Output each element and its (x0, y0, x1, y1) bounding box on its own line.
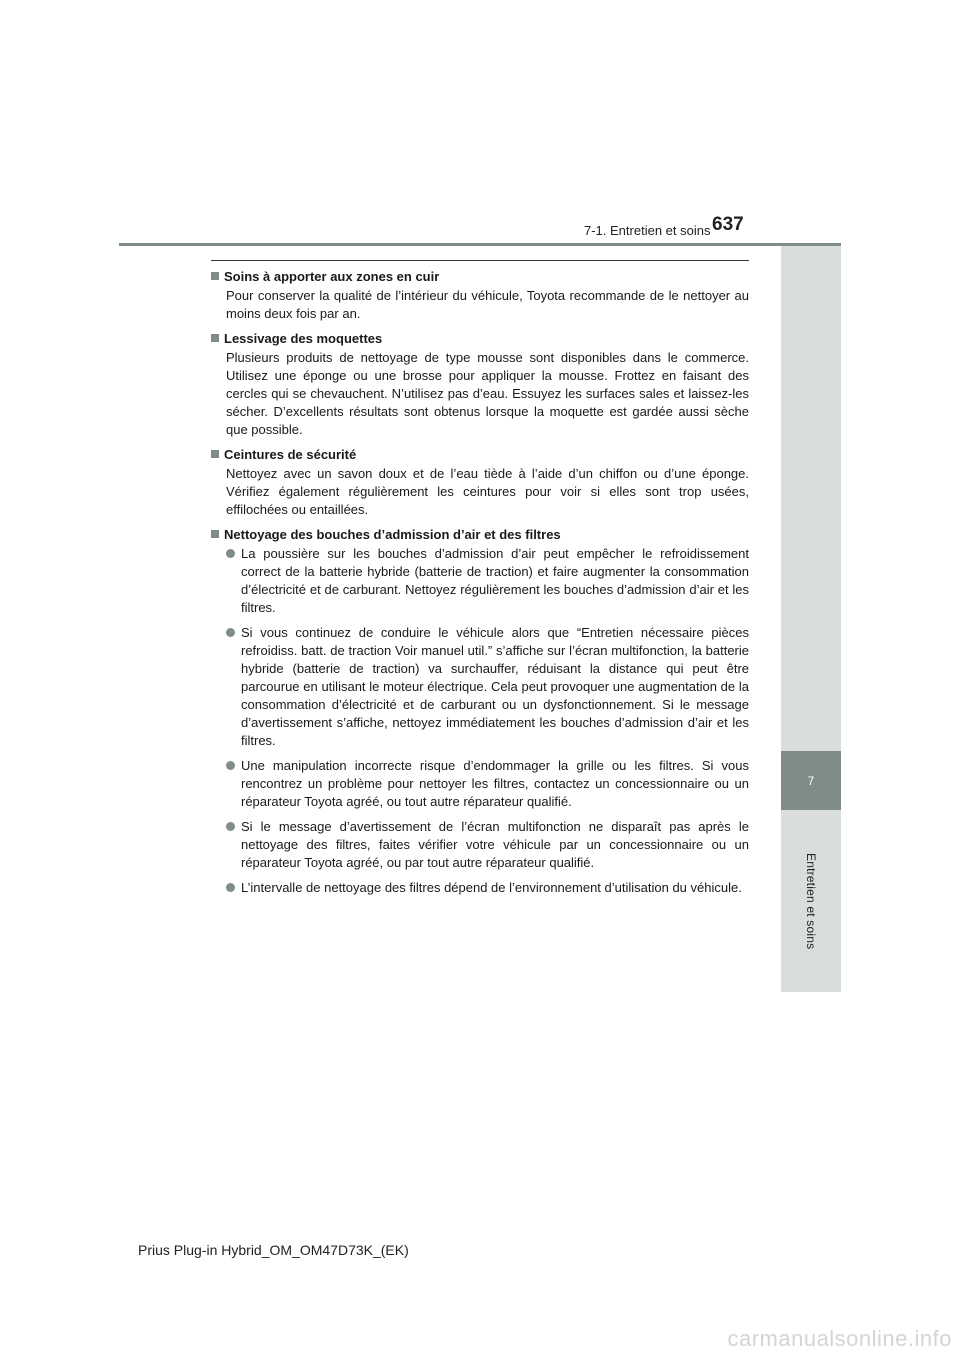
content-divider (211, 260, 749, 261)
section-carpet-washing (211, 330, 749, 439)
section-leather-care (211, 268, 749, 323)
list-item-text: Si le message d’avertissement de l’écran multifonction ne disparaît pas après le nettoyage des filtres, faites vérifier votre véhicule par un concessionnaire ou un réparateur Toyota agréé, ou par tout autre réparateur qualifié. (241, 819, 749, 870)
page-number: 637 (712, 214, 744, 235)
section-bullet-list (226, 545, 749, 897)
section-seat-belts (211, 446, 749, 519)
side-tab-upper (781, 246, 841, 751)
list-item-text: Une manipulation incorrecte risque d’endommager la grille ou les filtres. Si vous rencontrez un problème pour nettoyer les filtres, contactez un concessionnaire ou un réparateur Toyota agréé, ou tout autre réparateur qualifié. (241, 758, 749, 809)
header-divider (119, 243, 841, 246)
side-tab-label-text: Entretien et soins (804, 852, 818, 950)
section-body: Plusieurs produits de nettoyage de type mousse sont disponibles dans le commerce. Utilisez une éponge ou une brosse pour appliquer la mousse. Frottez en faisant des cercles qui se chevauchent. N’utilisez pas d’eau. Essuyez les surfaces sales et laissez-les sécher. D’excellents résultats sont obtenus lorsque la moquette est gardée aussi sèche que possible. (226, 350, 749, 437)
list-item (226, 818, 749, 872)
square-bullet-icon (211, 272, 219, 280)
list-item (226, 757, 749, 811)
section-body: Nettoyez avec un savon doux et de l’eau tiède à l’aide d’un chiffon ou d’une éponge. Vérifiez également régulièrement les ceintures pour voir si elles sont trop usées, effilochées ou entaillées. (226, 466, 749, 517)
round-bullet-icon (226, 822, 235, 831)
page-content (211, 268, 749, 904)
footer-document-id: Prius Plug-in Hybrid_OM_OM47D73K_(EK) (138, 1242, 409, 1258)
list-item-text: Si vous continuez de conduire le véhicule alors que “Entretien nécessaire pièces refroidiss. batt. de traction Voir manuel util.” s’affiche sur l’écran multifonction, la batterie hybride (batterie de traction) va surchauffer, réduisant la distance qui peut être parcourue en utilisant le moteur électrique. Cela peut provoquer une augmentation de la consommation d’électricité et de carburant ou un dysfonctionnement. Si le message d’avertissement s’affiche, nettoyez immédiatement les bouches d’admission d’air et les filtres. (241, 625, 749, 748)
round-bullet-icon (226, 761, 235, 770)
round-bullet-icon (226, 628, 235, 637)
section-heading (211, 526, 749, 544)
section-heading-text: Soins à apporter aux zones en cuir (224, 269, 440, 284)
list-item-text: L’intervalle de nettoyage des filtres dépend de l’environnement d’utilisation du véhicule. (241, 880, 742, 895)
section-heading-text: Nettoyage des bouches d’admission d’air et des filtres (224, 527, 561, 542)
section-heading-text: Ceintures de sécurité (224, 447, 357, 462)
list-item (226, 545, 749, 617)
square-bullet-icon (211, 334, 219, 342)
header-section-title: 7-1. Entretien et soins (584, 223, 711, 238)
section-heading (211, 446, 749, 464)
round-bullet-icon (226, 549, 235, 558)
side-tab-label (781, 810, 841, 992)
watermark: carmanualsonline.info (727, 1326, 952, 1351)
list-item (226, 624, 749, 750)
section-heading (211, 330, 749, 348)
section-body: Pour conserver la qualité de l’intérieur du véhicule, Toyota recommande de le nettoyer au moins deux fois par an. (226, 288, 749, 321)
round-bullet-icon (226, 883, 235, 892)
list-item (226, 879, 749, 897)
section-air-intake-cleaning (211, 526, 749, 897)
section-heading-text: Lessivage des moquettes (224, 331, 383, 346)
side-tab-chapter-number: 7 (807, 773, 815, 788)
square-bullet-icon (211, 530, 219, 538)
section-heading (211, 268, 749, 286)
square-bullet-icon (211, 450, 219, 458)
list-item-text: La poussière sur les bouches d’admission d’air peut empêcher le refroidissement correct de la batterie hybride (batterie de traction) et faire augmenter la consommation d’électricité et de carburant. Nettoyez régulièrement les bouches d’admission d’air et les filtres. (241, 546, 749, 615)
